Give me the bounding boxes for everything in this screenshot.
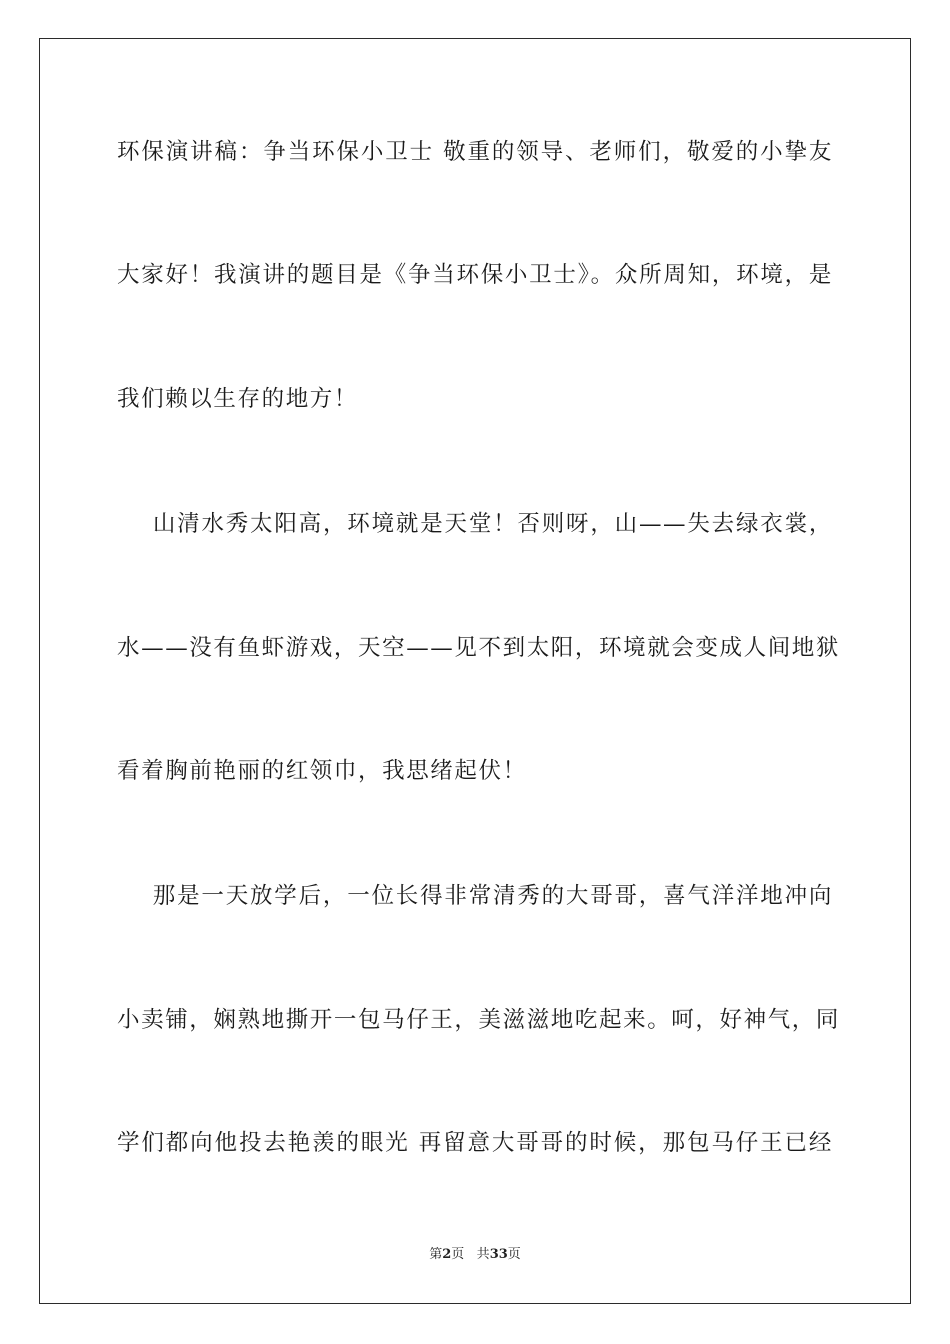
text-line-1: 环保演讲稿：争当环保小卫士 敬重的领导、老师们，敬爱的小挚友 <box>117 139 833 165</box>
text-line-7: 那是一天放学后，一位长得非常清秀的大哥哥，喜气洋洋地冲向 <box>117 883 833 909</box>
total-suffix: 页 <box>507 1247 521 1262</box>
text-line-6: 看着胸前艳丽的红领巾，我思绪起伏！ <box>117 758 527 784</box>
page-prefix: 第 <box>429 1247 443 1262</box>
text-line-9: 学们都向他投去艳羡的眼光 再留意大哥哥的时候，那包马仔王已经 <box>117 1130 833 1156</box>
text-line-4: 山清水秀太阳高，环境就是天堂！否则呀，山——失去绿衣裳， <box>117 511 833 537</box>
text-line-3: 我们赖以生存的地方！ <box>117 386 359 412</box>
total-pages: 33 <box>489 1247 508 1262</box>
text-line-8: 小卖铺，娴熟地撕开一包马仔王，美滋滋地吃起来。呵，好神气，同 <box>117 1007 841 1033</box>
page-number: 2 <box>442 1247 452 1262</box>
page-footer <box>0 1246 950 1264</box>
page-suffix: 页 <box>451 1247 465 1262</box>
total-prefix: 共 <box>476 1247 490 1262</box>
text-line-5: 水——没有鱼虾游戏，天空——见不到太阳，环境就会变成人间地狱 <box>117 635 841 661</box>
page-border <box>39 38 911 1304</box>
text-line-2: 大家好！我演讲的题目是《争当环保小卫士》。众所周知，环境，是 <box>117 262 833 288</box>
